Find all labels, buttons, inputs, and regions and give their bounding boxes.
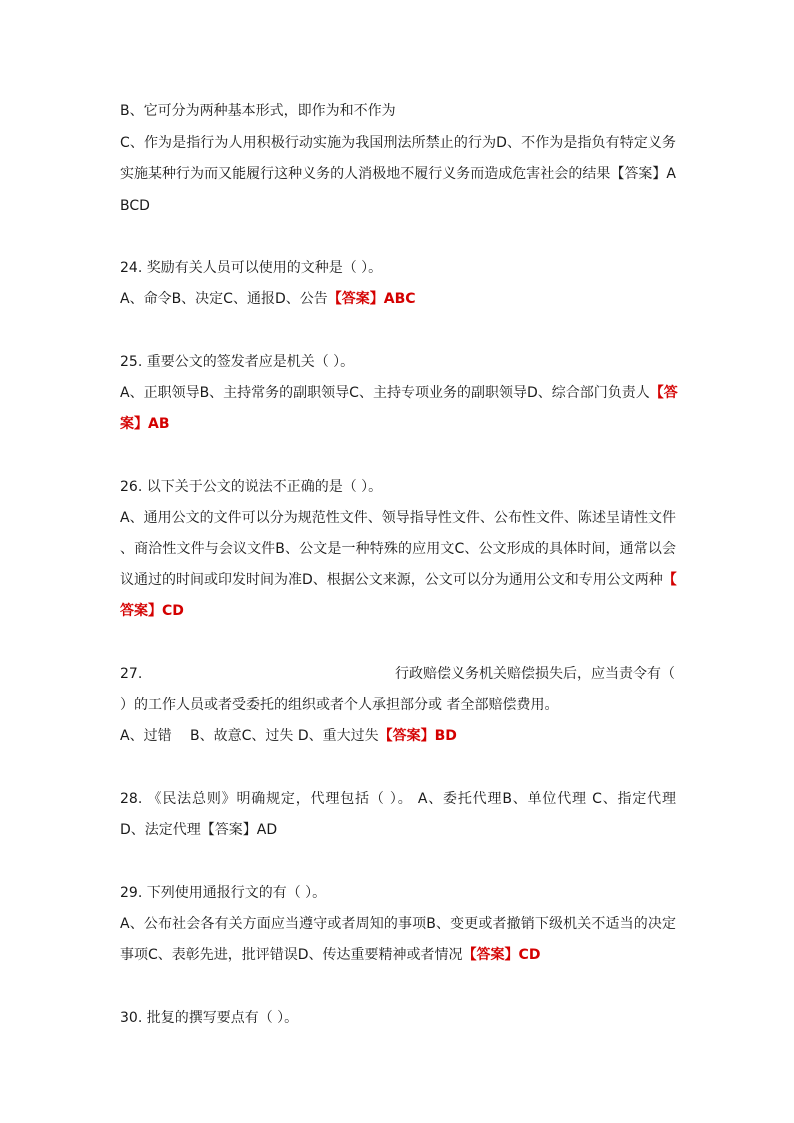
q29-option-c-d [120, 945, 676, 965]
q24-answer: 【答案】ABC [327, 291, 416, 307]
q25-question: 25. 重要公文的签发者应是机关（ ）。 [120, 354, 355, 370]
q26-answer-start: 【 [662, 572, 677, 588]
q26-question: 26. 以下关于公文的说法不正确的是（ ）。 [120, 479, 383, 495]
q27-second-line: ）的工作人员或者受委托的组织或者个人承担部分或 者全部赔偿费用。 [120, 697, 559, 713]
q29-option-text: 事项C、表彰先进，批评错误D、传达重要精神或者情况 [120, 947, 463, 963]
q25-answer-line [120, 414, 676, 434]
q29-option-a-b: A、公布社会各有关方面应当遵守或者周知的事项B、变更或者撤销下级机关不适当的决定 [120, 916, 676, 932]
q23-option-d-cont: 实施某种行为而又能履行这种义务的人消极地不履行义务而造成危害社会的结果【答案】A [120, 166, 676, 182]
q28-answer-line: D、法定代理【答案】AD [120, 822, 278, 838]
q26-option-d [120, 570, 676, 590]
q26-option-a: A、通用公文的文件可以分为规范性文件、领导指导性文件、公布性文件、陈述呈请性文件 [120, 510, 676, 526]
q24-options [120, 289, 676, 309]
q24-question: 24. 奖励有关人员可以使用的文种是（ ）。 [120, 260, 383, 276]
q25-options [120, 383, 676, 403]
q27-options [120, 726, 676, 746]
q27-number: 27. [120, 666, 143, 682]
q25-options-text: A、正职领导B、主持常务的副职领导C、主持专项业务的副职领导D、综合部门负责人 [120, 385, 650, 401]
q27-first-line [120, 664, 676, 684]
q29-answer: 【答案】CD [462, 947, 541, 963]
q26-answer-end: 答案】CD [120, 603, 184, 619]
q28-question: 28. 《民法总则》明确规定，代理包括（ ）。 A、委托代理B、单位代理 C、指定代理 [120, 791, 676, 807]
q24-options-text: A、命令B、决定C、通报D、公告 [120, 291, 328, 307]
q23-answer-tail: BCD [120, 198, 150, 214]
q23-option-c-d: C、作为是指行为人用积极行动实施为我国刑法所禁止的行为D、不作为是指负有特定义务 [120, 135, 676, 151]
q26-answer-line [120, 601, 676, 621]
q27-options-text: A、过错 B、故意C、过失 D、重大过失 [120, 728, 379, 744]
q25-answer-end: 案】AB [120, 416, 170, 432]
q23-option-b: B、它可分为两种基本形式，即作为和不作为 [120, 103, 396, 119]
q25-answer-start: 【答 [649, 385, 678, 401]
q26-option-b-c: 、商洽性文件与会议文件B、公文是一种特殊的应用文C、公文形成的具体时间，通常以会 [120, 541, 676, 557]
q26-option-d-text: 议通过的时间或印发时间为准D、根据公文来源，公文可以分为通用公文和专用公文两种 [120, 572, 663, 588]
q29-question: 29. 下列使用通报行文的有（ ）。 [120, 885, 327, 901]
q27-text-start: 行政赔偿义务机关赔偿损失后，应当责令有（ [395, 666, 675, 682]
q27-answer: 【答案】BD [378, 728, 457, 744]
q30-question: 30. 批复的撰写要点有（ ）。 [120, 1010, 299, 1026]
